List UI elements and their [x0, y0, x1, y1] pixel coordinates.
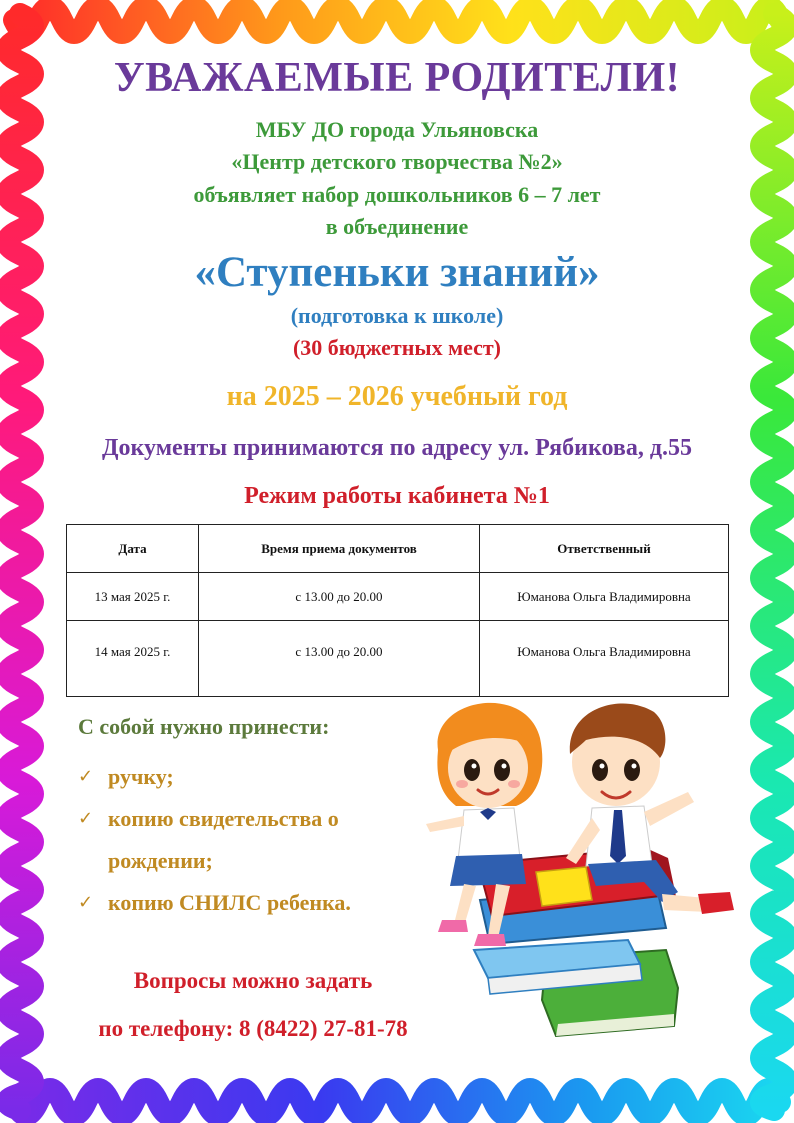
children-on-books-illustration	[416, 688, 746, 1048]
list-item-text: копию свидетельства о рождении;	[108, 806, 339, 873]
bring-list	[78, 756, 408, 924]
cell-date: 14 мая 2025 г.	[67, 621, 199, 697]
office-hours-title: Режим работы кабинета №1	[244, 483, 550, 509]
announcement-line-3: объявляет набор дошкольников 6 – 7 лет	[193, 182, 601, 207]
cell-responsible: Юманова Ольга Владимировна	[480, 573, 729, 621]
cell-time: с 13.00 до 20.00	[199, 573, 480, 621]
page-title: УВАЖАЕМЫЕ РОДИТЕЛИ!	[113, 55, 681, 101]
table-row	[67, 573, 729, 621]
checkmark-icon: ✓	[78, 766, 94, 787]
cell-time: с 13.00 до 20.00	[199, 621, 480, 697]
program-name: «Ступеньки знаний»	[194, 249, 600, 296]
checkmark-icon: ✓	[78, 892, 94, 913]
program-subtitle: (подготовка к школе)	[290, 303, 504, 328]
cell-date: 13 мая 2025 г.	[67, 573, 199, 621]
cell-responsible: Юманова Ольга Владимировна	[480, 621, 729, 697]
list-item	[78, 882, 408, 924]
questions-phone: по телефону: 8 (8422) 27-81-78	[98, 1016, 408, 1041]
bring-list-title: С собой нужно принести:	[78, 714, 330, 739]
budget-seats: (30 бюджетных мест)	[292, 335, 501, 360]
column-header-time: Время приема документов	[199, 525, 480, 573]
list-item-text: ручку;	[108, 764, 174, 789]
column-header-responsible: Ответственный	[480, 525, 729, 573]
announcement-line-2: «Центр детского творчества №2»	[231, 149, 563, 174]
column-header-date: Дата	[67, 525, 199, 573]
announcement-line-4: в объединение	[325, 214, 469, 239]
announcement-line-1: МБУ ДО города Ульяновска	[255, 117, 539, 142]
questions-line-1: Вопросы можно задать	[133, 968, 373, 993]
table-header-row	[67, 525, 729, 573]
list-item-text: копию СНИЛС ребенка.	[108, 890, 351, 915]
address-line: Документы принимаются по адресу ул. Рябикова, д.55	[102, 435, 692, 461]
table-row	[67, 621, 729, 697]
list-item	[78, 756, 408, 798]
school-year: на 2025 – 2026 учебный год	[226, 381, 568, 412]
list-item	[78, 798, 408, 882]
checkmark-icon: ✓	[78, 808, 94, 829]
schedule-table	[66, 524, 729, 697]
